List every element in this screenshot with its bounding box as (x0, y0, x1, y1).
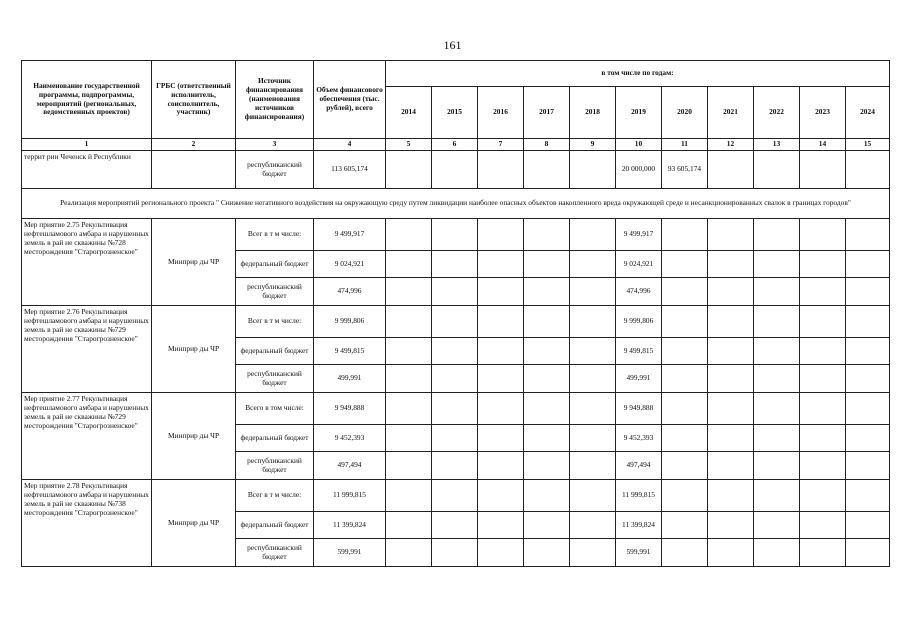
column-number: 13 (754, 139, 800, 151)
column-number: 6 (432, 139, 478, 151)
year-cell (708, 251, 754, 278)
continuation-2020: 93 605,174 (662, 151, 708, 189)
header-grbs: ГРБС (ответственный исполнитель, соисполнитель, участник) (152, 61, 236, 139)
funding-total: 474,996 (314, 278, 386, 306)
funding-source: федеральный бюджет (236, 425, 314, 452)
measure-row (22, 480, 890, 512)
year-cell (478, 512, 524, 539)
continuation-name: террит рии Чеченск й Республики (22, 151, 152, 189)
year-cell (754, 365, 800, 393)
column-number: 15 (846, 139, 890, 151)
year-cell (432, 365, 478, 393)
year-cell (570, 512, 616, 539)
year-cell (708, 452, 754, 480)
amount-2019: 9 949,888 (616, 393, 662, 425)
year-cell (846, 480, 890, 512)
year-cell (570, 278, 616, 306)
header-volume: Объем финансового обеспечения (тыс. рублей), всего (314, 61, 386, 139)
continuation-source: республиканский бюджет (236, 151, 314, 189)
year-cell (708, 219, 754, 251)
year-cell (478, 539, 524, 567)
year-cell (800, 452, 846, 480)
section-row (22, 189, 890, 219)
year-cell (524, 251, 570, 278)
year-cell (524, 219, 570, 251)
year-cell (478, 338, 524, 365)
year-cell (386, 365, 432, 393)
year-cell (800, 365, 846, 393)
year-header-2021: 2021 (708, 87, 754, 139)
year-cell (662, 512, 708, 539)
year-cell (754, 480, 800, 512)
year-cell (524, 452, 570, 480)
amount-2019: 599,991 (616, 539, 662, 567)
year-cell (432, 425, 478, 452)
year-cell (846, 278, 890, 306)
year-cell (800, 539, 846, 567)
year-cell (570, 251, 616, 278)
funding-total: 9 024,921 (314, 251, 386, 278)
year-cell (570, 480, 616, 512)
year-cell (662, 425, 708, 452)
year-cell (846, 338, 890, 365)
column-number-row (22, 139, 890, 151)
amount-2019: 11 999,815 (616, 480, 662, 512)
year-cell (386, 539, 432, 567)
column-number: 14 (800, 139, 846, 151)
year-cell (754, 251, 800, 278)
column-number: 8 (524, 139, 570, 151)
year-cell (478, 480, 524, 512)
measure-row (22, 393, 890, 425)
funding-total: 9 999,806 (314, 306, 386, 338)
year-cell (754, 539, 800, 567)
year-cell (846, 219, 890, 251)
year-cell (570, 365, 616, 393)
year-cell (754, 338, 800, 365)
year-cell (386, 480, 432, 512)
funding-source: федеральный бюджет (236, 512, 314, 539)
year-cell (478, 393, 524, 425)
year-cell (386, 338, 432, 365)
year-cell (800, 480, 846, 512)
year-cell (662, 306, 708, 338)
year-cell (524, 306, 570, 338)
year-cell (708, 278, 754, 306)
column-number: 11 (662, 139, 708, 151)
year-cell (708, 539, 754, 567)
year-cell (432, 452, 478, 480)
year-cell (432, 219, 478, 251)
year-header-2014: 2014 (386, 87, 432, 139)
year-cell (662, 480, 708, 512)
column-number: 10 (616, 139, 662, 151)
year-cell (662, 251, 708, 278)
funding-total: 9 499,815 (314, 338, 386, 365)
year-cell (708, 393, 754, 425)
year-cell (846, 393, 890, 425)
year-cell (524, 425, 570, 452)
year-cell (846, 452, 890, 480)
continuation-total: 113 605,174 (314, 151, 386, 189)
column-number: 7 (478, 139, 524, 151)
year-header-2024: 2024 (846, 87, 890, 139)
measure-grbs: Минприр ды ЧР (152, 480, 236, 567)
year-cell (662, 278, 708, 306)
year-header-2020: 2020 (662, 87, 708, 139)
measure-grbs: Минприр ды ЧР (152, 219, 236, 306)
year-cell (386, 306, 432, 338)
year-cell (386, 393, 432, 425)
year-cell (524, 365, 570, 393)
year-header-2019: 2019 (616, 87, 662, 139)
year-cell (432, 393, 478, 425)
funding-total: 9 452,393 (314, 425, 386, 452)
year-cell (800, 278, 846, 306)
year-cell (800, 251, 846, 278)
year-cell (432, 338, 478, 365)
column-number: 1 (22, 139, 152, 151)
year-cell (800, 393, 846, 425)
year-cell (662, 338, 708, 365)
year-header-2015: 2015 (432, 87, 478, 139)
year-header-2017: 2017 (524, 87, 570, 139)
column-number: 12 (708, 139, 754, 151)
funding-total: 9 499,917 (314, 219, 386, 251)
funding-total: 11 999,815 (314, 480, 386, 512)
year-header-2022: 2022 (754, 87, 800, 139)
amount-2019: 9 452,393 (616, 425, 662, 452)
measure-row (22, 306, 890, 338)
year-cell (478, 251, 524, 278)
amount-2019: 499,991 (616, 365, 662, 393)
funding-total: 9 949,888 (314, 393, 386, 425)
year-cell (570, 219, 616, 251)
column-number: 2 (152, 139, 236, 151)
column-number: 4 (314, 139, 386, 151)
amount-2019: 497,494 (616, 452, 662, 480)
year-cell (386, 512, 432, 539)
amount-2019: 9 024,921 (616, 251, 662, 278)
year-cell (662, 539, 708, 567)
year-cell (846, 425, 890, 452)
funding-source: федеральный бюджет (236, 338, 314, 365)
year-cell (800, 219, 846, 251)
funding-source: Всег в т м числе: (236, 306, 314, 338)
year-cell (754, 393, 800, 425)
amount-2019: 9 999,806 (616, 306, 662, 338)
year-cell (570, 393, 616, 425)
year-cell (662, 393, 708, 425)
year-cell (708, 512, 754, 539)
year-cell (846, 251, 890, 278)
funding-source: республиканский бюджет (236, 452, 314, 480)
year-cell (800, 512, 846, 539)
year-cell (708, 365, 754, 393)
column-number: 3 (236, 139, 314, 151)
year-cell (478, 306, 524, 338)
year-cell (386, 425, 432, 452)
year-cell (386, 219, 432, 251)
funding-source: республиканский бюджет (236, 278, 314, 306)
section-title: Реализация мероприятий регионального проекта " Снижение негативного воздействия на окружающую среду путем ликвидации наиболее опасных объектов накопленного вреда окружающей среде и несанкционированных свалок в границах городов" (22, 189, 890, 219)
year-cell (800, 338, 846, 365)
year-cell (432, 539, 478, 567)
funding-total: 499,991 (314, 365, 386, 393)
year-cell (524, 539, 570, 567)
measure-grbs: Минприр ды ЧР (152, 306, 236, 393)
year-cell (478, 278, 524, 306)
year-cell (708, 338, 754, 365)
measure-grbs: Минприр ды ЧР (152, 393, 236, 480)
funding-total: 497,494 (314, 452, 386, 480)
year-cell (754, 425, 800, 452)
header-source: Источник финансирования (наименования источников финансирования) (236, 61, 314, 139)
funding-source: Всег в т м числе: (236, 480, 314, 512)
funding-source: республиканский бюджет (236, 539, 314, 567)
continuation-row (22, 151, 890, 189)
year-cell (754, 278, 800, 306)
year-cell (570, 539, 616, 567)
measure-name: Мер приятие 2.77 Рекультивация нефтешламового амбара и нарушенных земель в рай не скважины №729 месторождения "Старогрозненское" (22, 393, 152, 480)
funding-source: Всег в т м числе: (236, 219, 314, 251)
year-cell (432, 251, 478, 278)
year-header-2016: 2016 (478, 87, 524, 139)
funding-total: 11 399,824 (314, 512, 386, 539)
year-cell (800, 425, 846, 452)
year-cell (570, 452, 616, 480)
year-cell (570, 338, 616, 365)
year-cell (754, 452, 800, 480)
year-cell (754, 219, 800, 251)
year-cell (570, 425, 616, 452)
header-by-years: в том числе по годам: (386, 61, 890, 87)
year-cell (386, 452, 432, 480)
year-cell (708, 306, 754, 338)
year-cell (846, 539, 890, 567)
year-cell (570, 306, 616, 338)
year-cell (846, 306, 890, 338)
header-name: Наименование государственной программы, подпрограммы, мероприятий (региональных, ведомственных проектов) (22, 61, 152, 139)
year-cell (478, 219, 524, 251)
year-cell (800, 306, 846, 338)
year-cell (524, 480, 570, 512)
year-cell (662, 365, 708, 393)
year-cell (754, 512, 800, 539)
column-number: 9 (570, 139, 616, 151)
measure-name: Мер приятие 2.75 Рекультивация нефтешламового амбара и нарушенных земель в рай не скважины №728 месторождения "Старогрозненское" (22, 219, 152, 306)
year-cell (524, 338, 570, 365)
amount-2019: 9 499,815 (616, 338, 662, 365)
year-cell (432, 306, 478, 338)
year-cell (846, 365, 890, 393)
year-cell (708, 425, 754, 452)
amount-2019: 474,996 (616, 278, 662, 306)
year-cell (478, 425, 524, 452)
amount-2019: 9 499,917 (616, 219, 662, 251)
measure-row (22, 219, 890, 251)
year-cell (386, 251, 432, 278)
year-cell (432, 278, 478, 306)
year-cell (754, 306, 800, 338)
year-header-2023: 2023 (800, 87, 846, 139)
year-cell (708, 480, 754, 512)
year-cell (432, 480, 478, 512)
year-cell (662, 452, 708, 480)
column-number: 5 (386, 139, 432, 151)
year-cell (662, 219, 708, 251)
funding-total: 599,991 (314, 539, 386, 567)
year-header-2018: 2018 (570, 87, 616, 139)
year-cell (846, 512, 890, 539)
page-number: 161 (443, 38, 462, 52)
year-cell (524, 278, 570, 306)
year-cell (524, 393, 570, 425)
measure-name: Мер приятие 2.78 Рекультивация нефтешламового амбара и нарушенных земель в рай не скважины №738 месторождения "Старогрозненское" (22, 480, 152, 567)
year-cell (478, 452, 524, 480)
budget-table (21, 60, 890, 567)
amount-2019: 11 399,824 (616, 512, 662, 539)
funding-source: федеральный бюджет (236, 251, 314, 278)
continuation-2019: 20 000,000 (616, 151, 662, 189)
year-cell (478, 365, 524, 393)
year-cell (386, 278, 432, 306)
year-cell (524, 512, 570, 539)
measure-name: Мер приятие 2.76 Рекультивация нефтешламового амбара и нарушенных земель в рай не скважины №729 месторождения "Старогрозненское" (22, 306, 152, 393)
year-cell (432, 512, 478, 539)
funding-source: республиканский бюджет (236, 365, 314, 393)
funding-source: Всего в том числе: (236, 393, 314, 425)
